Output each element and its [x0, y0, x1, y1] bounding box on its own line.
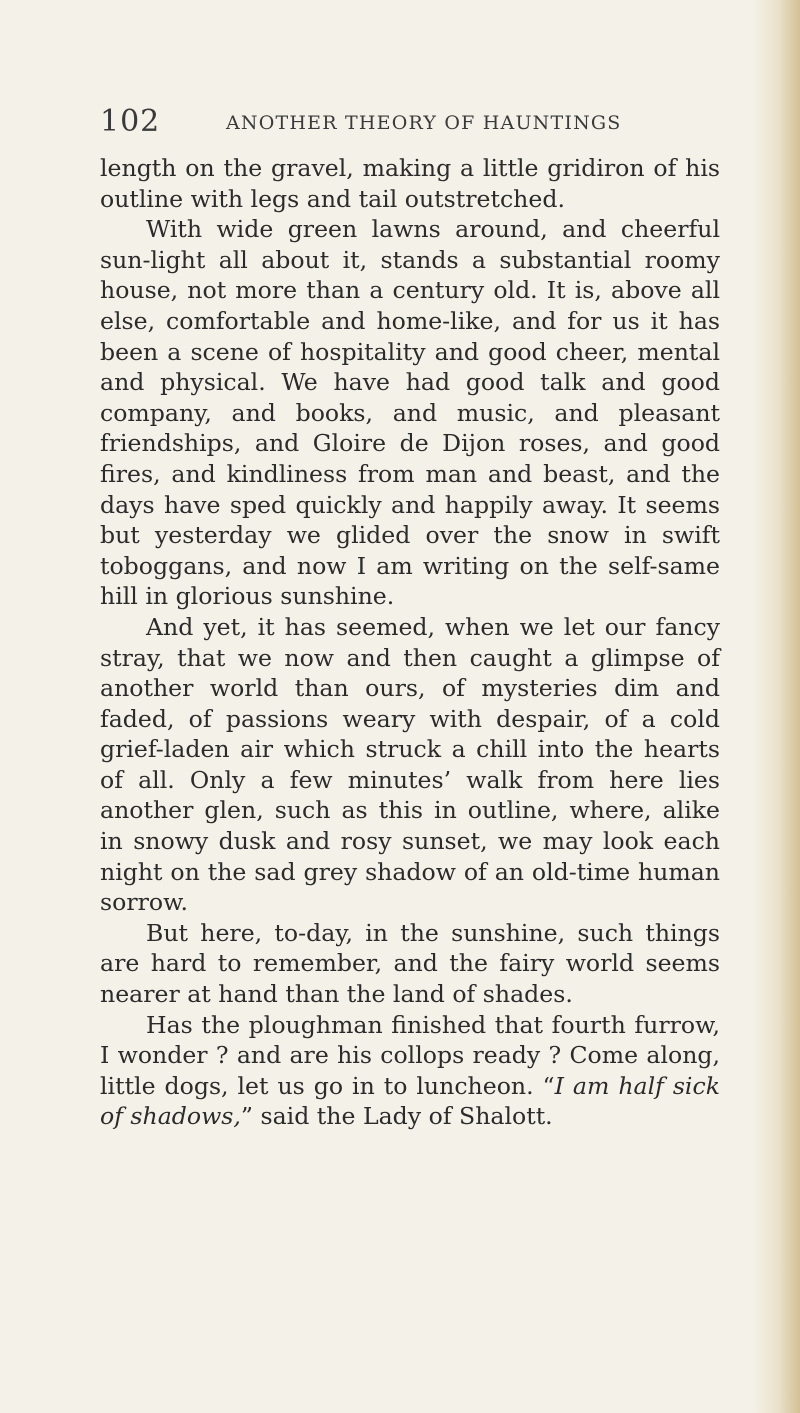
paragraph-3: And yet, it has seemed, when we let our fancy stray, that we now and then caught a glimpse of another world than ours, of mysteries dim and faded, of passions weary with despair, of a cold grief-laden air which struck a chill into the hearts of all. Only a few minutes’ walk from here lies another glen, such as this in outline, where, alike in snowy dusk and rosy sunset, we may look each night on the sad grey shadow of an old-time human sorrow. — [100, 612, 720, 917]
paragraph-4: But here, to-day, in the sunshine, such things are hard to remember, and the fairy world seems nearer at hand than the land of shades. — [100, 918, 720, 1009]
page-edge-shadow — [752, 0, 800, 1413]
paragraph-5-end: ” said the Lady of Shalott. — [240, 1102, 553, 1131]
page-number: 102 — [100, 104, 161, 139]
quote-italic: I am half sick of shadows, — [100, 1071, 720, 1131]
page-header — [100, 104, 720, 144]
running-head: ANOTHER THEORY OF HAUNTINGS — [226, 112, 622, 134]
paragraph-1: length on the gravel, making a little gridiron of his outline with legs and tail outstretched. — [100, 154, 720, 213]
paragraph-5-text: Has the ploughman finished that fourth furrow, I wonder ? and are his collops ready ? Come along, little dogs, let us go in to luncheon. “ — [100, 1010, 720, 1100]
paragraph-2: With wide green lawns around, and cheerful sun-light all about it, stands a substantial roomy house, not more than a century old. It is, above all else, comfortable and home-like, and for us it has been a scene of hospitality and good cheer, mental and physical. We have had good talk and good company, and books, and music, and pleasant friendships, and Gloire de Dijon roses, and good fires, and kindliness from man and beast, and the days have sped quickly and happily away. It seems but yesterday we glided over the snow in swift toboggans, and now I am writing on the self-same hill in glorious sunshine. — [100, 215, 720, 611]
paragraph-5 — [100, 1010, 720, 1132]
body-text — [100, 153, 720, 1132]
